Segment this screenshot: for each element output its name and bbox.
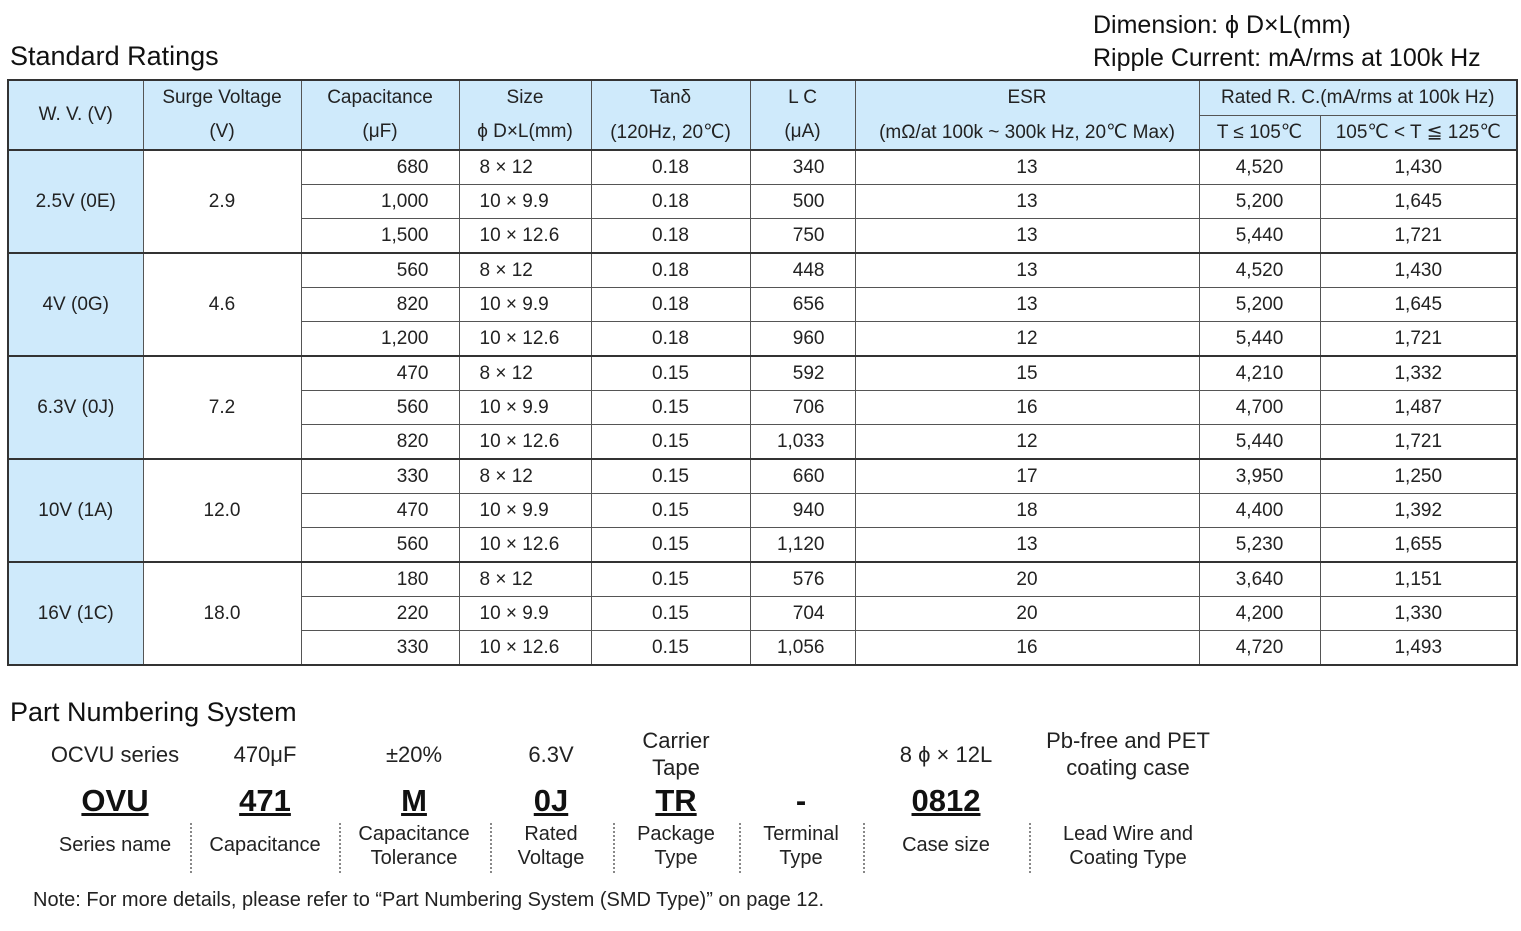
rrc-high-cell: 1,721 xyxy=(1320,425,1517,460)
code-capacitance: 471 xyxy=(239,783,291,818)
segment-top-voltage: 6.3V xyxy=(528,742,574,767)
lc-cell: 960 xyxy=(750,322,855,357)
esr-cell: 12 xyxy=(855,322,1199,357)
size-cell: 10 × 12.6 xyxy=(459,631,591,666)
capacitance-cell: 1,500 xyxy=(301,219,459,254)
esr-cell: 16 xyxy=(855,391,1199,425)
tan-cell: 0.15 xyxy=(591,528,750,563)
header-esr-condition: (mΩ/at 100k ~ 300k Hz, 20℃ Max) xyxy=(855,116,1199,151)
capacitance-cell: 820 xyxy=(301,288,459,322)
esr-cell: 13 xyxy=(855,150,1199,185)
capacitance-cell: 560 xyxy=(301,253,459,288)
esr-cell: 13 xyxy=(855,288,1199,322)
capacitance-cell: 330 xyxy=(301,459,459,494)
tan-cell: 0.18 xyxy=(591,150,750,185)
size-cell: 8 × 12 xyxy=(459,356,591,391)
capacitance-cell: 1,200 xyxy=(301,322,459,357)
rrc-high-cell: 1,250 xyxy=(1320,459,1517,494)
segment-top-tolerance: ±20% xyxy=(385,742,443,767)
rrc-low-cell: 5,440 xyxy=(1199,219,1320,254)
esr-cell: 13 xyxy=(855,528,1199,563)
rrc-low-cell: 3,640 xyxy=(1199,562,1320,597)
separator xyxy=(863,823,865,873)
label-case-size: Case size xyxy=(902,834,990,856)
table-row xyxy=(8,253,1517,288)
rrc-low-cell: 5,230 xyxy=(1199,528,1320,563)
size-cell: 8 × 12 xyxy=(459,150,591,185)
lc-cell: 340 xyxy=(750,150,855,185)
label-series-name: Series name xyxy=(58,834,172,856)
tan-cell: 0.15 xyxy=(591,459,750,494)
header-esr: ESR xyxy=(855,80,1199,116)
rrc-high-cell: 1,487 xyxy=(1320,391,1517,425)
capacitance-cell: 470 xyxy=(301,494,459,528)
code-voltage: 0J xyxy=(533,783,569,818)
surge-cell: 18.0 xyxy=(143,562,301,665)
rrc-low-cell: 5,200 xyxy=(1199,185,1320,219)
size-cell: 10 × 9.9 xyxy=(459,597,591,631)
ripple-current-note: Ripple Current: mA/rms at 100k Hz xyxy=(1093,44,1481,72)
rrc-low-cell: 4,400 xyxy=(1199,494,1320,528)
size-cell: 10 × 9.9 xyxy=(459,185,591,219)
tan-cell: 0.18 xyxy=(591,219,750,254)
header-lc: L C xyxy=(750,80,855,116)
lc-cell: 448 xyxy=(750,253,855,288)
tan-cell: 0.18 xyxy=(591,322,750,357)
capacitance-cell: 560 xyxy=(301,528,459,563)
lc-cell: 706 xyxy=(750,391,855,425)
size-cell: 10 × 9.9 xyxy=(459,494,591,528)
segment-top-lead-wire: Pb-free and PET coating case xyxy=(1046,728,1210,780)
rrc-high-cell: 1,645 xyxy=(1320,288,1517,322)
rrc-low-cell: 4,700 xyxy=(1199,391,1320,425)
part-numbering-title: Part Numbering System xyxy=(10,697,297,727)
header-rrc-low-temp: T ≤ 105℃ xyxy=(1199,116,1320,151)
tan-cell: 0.15 xyxy=(591,631,750,666)
header-tan: Tanδ xyxy=(591,80,750,116)
esr-cell: 20 xyxy=(855,597,1199,631)
lc-cell: 750 xyxy=(750,219,855,254)
label-lead-wire: Lead Wire and Coating Type xyxy=(1062,823,1194,869)
table-row xyxy=(8,459,1517,494)
rrc-low-cell: 5,200 xyxy=(1199,288,1320,322)
capacitance-cell: 220 xyxy=(301,597,459,631)
surge-cell: 4.6 xyxy=(143,253,301,356)
code-package: TR xyxy=(655,783,697,818)
label-package-type: Package Type xyxy=(637,823,715,869)
surge-cell: 2.9 xyxy=(143,150,301,253)
lc-cell: 576 xyxy=(750,562,855,597)
wv-cell: 16V (1C) xyxy=(8,562,143,665)
rrc-high-cell: 1,721 xyxy=(1320,219,1517,254)
rrc-high-cell: 1,430 xyxy=(1320,253,1517,288)
rrc-high-cell: 1,645 xyxy=(1320,185,1517,219)
lc-cell: 940 xyxy=(750,494,855,528)
tan-cell: 0.18 xyxy=(591,253,750,288)
size-cell: 8 × 12 xyxy=(459,253,591,288)
capacitance-cell: 820 xyxy=(301,425,459,460)
capacitance-cell: 560 xyxy=(301,391,459,425)
segment-top-capacitance: 470μF xyxy=(233,742,297,767)
tan-cell: 0.18 xyxy=(591,185,750,219)
header-tan-condition: (120Hz, 20℃) xyxy=(591,116,750,151)
esr-cell: 17 xyxy=(855,459,1199,494)
code-case-size: 0812 xyxy=(911,783,981,818)
size-cell: 10 × 9.9 xyxy=(459,288,591,322)
label-rated-voltage: Rated Voltage xyxy=(517,823,585,869)
lc-cell: 660 xyxy=(750,459,855,494)
rrc-high-cell: 1,493 xyxy=(1320,631,1517,666)
header-surge: Surge Voltage xyxy=(143,80,301,116)
rrc-high-cell: 1,332 xyxy=(1320,356,1517,391)
tan-cell: 0.15 xyxy=(591,425,750,460)
tan-cell: 0.15 xyxy=(591,597,750,631)
separator xyxy=(613,823,615,873)
size-cell: 8 × 12 xyxy=(459,459,591,494)
size-cell: 10 × 12.6 xyxy=(459,528,591,563)
header-wv: W. V. (V) xyxy=(8,80,143,150)
size-cell: 10 × 12.6 xyxy=(459,219,591,254)
surge-cell: 7.2 xyxy=(143,356,301,459)
capacitance-cell: 330 xyxy=(301,631,459,666)
rrc-high-cell: 1,655 xyxy=(1320,528,1517,563)
lc-cell: 500 xyxy=(750,185,855,219)
size-cell: 10 × 12.6 xyxy=(459,322,591,357)
segment-top-package: Carrier Tape xyxy=(642,728,710,780)
tan-cell: 0.15 xyxy=(591,494,750,528)
label-terminal-type: Terminal Type xyxy=(763,823,839,869)
wv-cell: 2.5V (0E) xyxy=(8,150,143,253)
size-cell: 8 × 12 xyxy=(459,562,591,597)
code-tolerance: M xyxy=(401,783,427,818)
rrc-low-cell: 4,520 xyxy=(1199,253,1320,288)
separator xyxy=(739,823,741,873)
header-capacitance: Capacitance xyxy=(301,80,459,116)
surge-cell: 12.0 xyxy=(143,459,301,562)
footnote: Note: For more details, please refer to “Part Numbering System (SMD Type)” on page 12. xyxy=(33,889,825,911)
esr-cell: 13 xyxy=(855,219,1199,254)
table-row xyxy=(8,562,1517,597)
rrc-high-cell: 1,151 xyxy=(1320,562,1517,597)
rrc-low-cell: 4,210 xyxy=(1199,356,1320,391)
esr-cell: 13 xyxy=(855,253,1199,288)
wv-cell: 4V (0G) xyxy=(8,253,143,356)
table-row xyxy=(8,150,1517,185)
rrc-high-cell: 1,392 xyxy=(1320,494,1517,528)
page-title: Standard Ratings xyxy=(10,41,219,71)
lc-cell: 704 xyxy=(750,597,855,631)
esr-cell: 20 xyxy=(855,562,1199,597)
rrc-low-cell: 5,440 xyxy=(1199,322,1320,357)
rrc-high-cell: 1,721 xyxy=(1320,322,1517,357)
segment-top-case-size: 8 ϕ × 12L xyxy=(899,742,993,767)
esr-cell: 13 xyxy=(855,185,1199,219)
separator xyxy=(490,823,492,873)
table-row xyxy=(8,356,1517,391)
separator xyxy=(190,823,192,873)
rrc-high-cell: 1,330 xyxy=(1320,597,1517,631)
rrc-low-cell: 4,720 xyxy=(1199,631,1320,666)
esr-cell: 12 xyxy=(855,425,1199,460)
rrc-low-cell: 3,950 xyxy=(1199,459,1320,494)
dimension-note: Dimension: ϕ D×L(mm) xyxy=(1093,11,1351,39)
header-capacitance-unit: (μF) xyxy=(301,116,459,151)
tan-cell: 0.15 xyxy=(591,356,750,391)
esr-cell: 18 xyxy=(855,494,1199,528)
header-size: Size xyxy=(459,80,591,116)
tan-cell: 0.18 xyxy=(591,288,750,322)
header-rated-rc: Rated R. C.(mA/rms at 100k Hz) xyxy=(1199,80,1517,116)
size-cell: 10 × 9.9 xyxy=(459,391,591,425)
header-lc-unit: (μA) xyxy=(750,116,855,151)
capacitance-cell: 680 xyxy=(301,150,459,185)
capacitance-cell: 470 xyxy=(301,356,459,391)
header-size-unit: ϕ D×L(mm) xyxy=(459,116,591,151)
lc-cell: 656 xyxy=(750,288,855,322)
lc-cell: 1,033 xyxy=(750,425,855,460)
lc-cell: 592 xyxy=(750,356,855,391)
esr-cell: 15 xyxy=(855,356,1199,391)
header-surge-unit: (V) xyxy=(143,116,301,151)
tan-cell: 0.15 xyxy=(591,391,750,425)
label-tolerance: Capacitance Tolerance xyxy=(358,823,470,869)
esr-cell: 16 xyxy=(855,631,1199,666)
label-capacitance: Capacitance xyxy=(209,834,321,856)
wv-cell: 10V (1A) xyxy=(8,459,143,562)
separator xyxy=(1029,823,1031,873)
size-cell: 10 × 12.6 xyxy=(459,425,591,460)
rrc-high-cell: 1,430 xyxy=(1320,150,1517,185)
segment-top-series: OCVU series xyxy=(50,742,180,767)
lc-cell: 1,120 xyxy=(750,528,855,563)
separator xyxy=(339,823,341,873)
code-terminal: - xyxy=(795,783,807,818)
rrc-low-cell: 4,520 xyxy=(1199,150,1320,185)
rrc-low-cell: 4,200 xyxy=(1199,597,1320,631)
header-rrc-high-temp: 105℃ < T ≦ 125℃ xyxy=(1320,116,1517,151)
capacitance-cell: 180 xyxy=(301,562,459,597)
rrc-low-cell: 5,440 xyxy=(1199,425,1320,460)
code-series: OVU xyxy=(81,783,149,818)
wv-cell: 6.3V (0J) xyxy=(8,356,143,459)
tan-cell: 0.15 xyxy=(591,562,750,597)
standard-ratings-table xyxy=(7,79,1518,666)
capacitance-cell: 1,000 xyxy=(301,185,459,219)
lc-cell: 1,056 xyxy=(750,631,855,666)
